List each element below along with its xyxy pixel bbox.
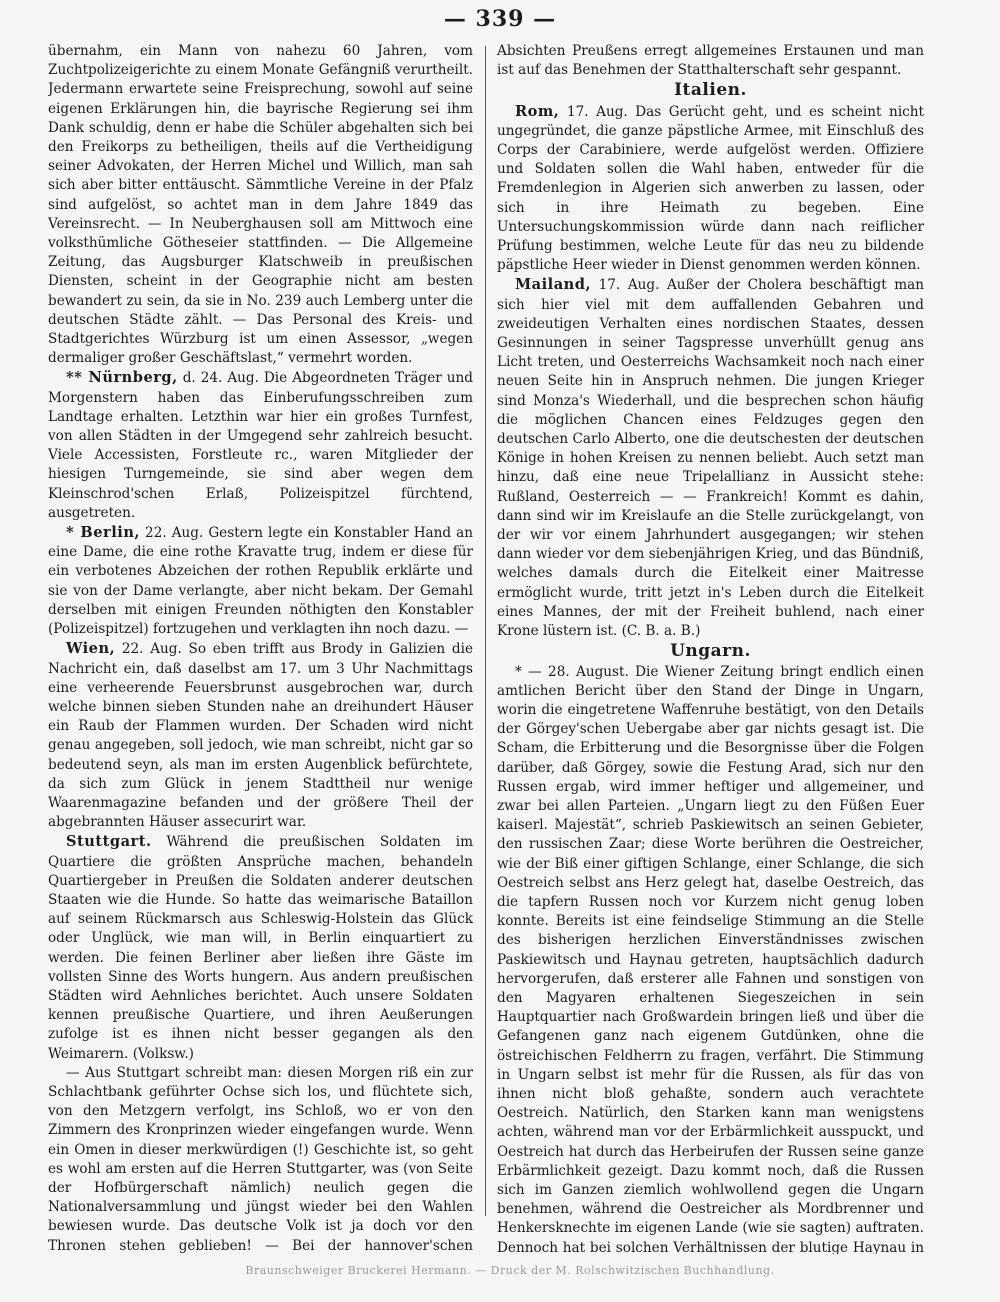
article-stuttgart-text: Während die preußischen Soldaten im Quartiere die größten Ansprüche machen, behandeln Quartiergeber in Preußen die Soldaten anderer deutschen Staaten wie die Hunde. So hatte das weimarische Bataillon auf seinem Rückmarsch aus Schleswig-Holstein das Glück oder Unglück, wie man will, in Berlin einquartiert zu werden. Die feinen Berliner aber ließen ihre Gäste im vollsten Sinne des Worts hungern. Aus andern preußischen Städten wird Aehnliches berichtet. Auch unsere Soldaten kennen preußische Quartiere, und ihren Aeußerungen zufolge ist es ihnen nicht besser gegangen als den Weimarern. (Volksw.) [48,834,473,1062]
article-rom-text: 17. Aug. Das Gerücht geht, und es scheint nicht ungegründet, die ganze päpstliche Armee, mit Einschluß des Corps der Carabiniere, werde aufgelöst werden. Offiziere und Soldaten sollen die Wahl haben, entweder für die Fremdenlegion in Algerien sich anwerben zu lassen, oder sich in ihre Heimath zu begeben. Eine Untersuchungskommission würde dann nach reiflicher Prüfung bestimmen, welche Leute für das neu zu bildende päpstliche Heer wieder in Dienst genommen werden können. [497,103,924,274]
left-column [48,42,473,1254]
article-wien [48,639,473,832]
article-wien-text: 22. Aug. So eben trifft aus Brody in Galizien die Nachricht ein, daß daselbst am 17. um 3 Uhr Nachmittags eine verheerende Feuersbrunst ausgebrochen war, durch welche binnen sieben Stunden nahe an dreihundert Häuser ein Raub der Flammen wurden. Der Schaden wird nicht genau angegeben, soll jedoch, wie man schreibt, nicht gar so bedeutend seyn, als man im ersten Augenblick befürchtete, da sich zum Glück in jenem Stadttheil nur wenige Waarenmagazine befanden und der größere Theil der abgebrannten Häuser assecurirt war. [48,641,473,831]
dateline-stuttgart: Stuttgart. [66,833,152,851]
article-rom [497,102,924,276]
article-stuttgart [48,832,473,1063]
dateline-rom: Rom, [515,102,560,120]
article-ungarn: * — 28. August. Die Wiener Zeitung bringt endlich einen amtlichen Bericht über den Stand der Dinge in Ungarn, worin die eingetretene Waffenruhe bestätigt, von den Details der Görgey'schen Uebergabe aber gar nichts gesagt ist. Die Scham, die Erbitterung und die Besorgnisse über die Folgen darüber, daß Görgey, sowie die Festung Arad, sich nur den Russen ergab, wird immer heftiger und allgemeiner, und zwar bei allen Parteien. „Ungarn liegt zu den Füßen Euer kaiserl. Majestät“, schrieb Paskiewitsch an seinen Gebieter, den russischen Zaar; diese Worte berühren die Oestreicher, wie der Biß einer giftigen Schlange, einer Schlange, die sich Oestreich selbst ans Herz gelegt hat, daselbe Oestreich, das die tapfern Russen noch vor Kurzem nicht genug loben konnte. Bereits ist eine feindselige Stimmung an die Stelle des bisherigen herzlichen Einverständnisses zwischen Paskiewitsch und Haynau getreten, hauptsächlich dadurch hervorgerufen, daß ersterer alle Fahnen und sonstigen von den Magyaren erhaltenen Siegeszeichen in sein Hauptquartier nach Großwardein bringen ließ und über die Gefangenen ganz nach eigenem Gutdünken, ohne die östreichischen Feldherrn zu fragen, verfährt. Die Stimmung in Ungarn selbst ist mehr für die Russen, als für das von ihnen nicht bloß gehaßte, sondern auch verachtete Oestreich. Natürlich, den Starken kann man wenigstens achten, während man vor der Erbärmlichkeit ausspuckt, und Oestreich hat durch das Herbeirufen der Russen seine ganze Erbärmlichkeit gezeigt. Dazu kommt noch, daß die Russen sich im Ganzen ziemlich wohlwollend gegen die Ungarn benehmen, während die Oestreicher als Mordbrenner und Henkersknechte im eigenen Lande (wie sie sagten) auftraten. Dennoch hat bei solchen Verhältnissen der blutige Haynau in [497,663,924,1254]
printer-imprint: Braunschweiger Bruckerei Hermann. — Druck der M. Rolschwitzischen Buchhandlung. [245,1264,775,1277]
dateline-berlin: * Berlin, [66,524,141,542]
section-heading-italien: Italien. [674,80,747,101]
source-citation: (C. B. a. B.) [621,623,701,640]
dateline-wien: Wien, [66,640,116,658]
article-mailand [497,275,924,641]
article-mailand-text: 17. Aug. Außer der Cholera beschäftigt man sich hier viel mit dem auffallenden Gebahren und zweideutigen Verhalten eines nordischen Staates, dessen Gesinnungen in seiner Tagspresse unverhüllt genug ans Licht treten, und Oesterreichs Wachsamkeit noch nach einer neuen Seite hin in Anspruch nehmen. Die jungen Krieger sind Monza's Wiederhall, und die besprechen schon häufig die möglichen Chancen eines Feldzuges gegen den deutschen Carlo Alberto, one die deutschesten der deutschen Könige in hohen Kreisen zu nennen beliebt. Auch setzt man hinzu, daß eine neue Tripelallianz in Aussicht stehe: Rußland, Oesterreich — — Frankreich! Kommt es dahin, dann sind wir im Kreislaufe an die Stelle zurückgelangt, von der wir vor einem Jahrhundert ausgegangen; wir stehen dann wieder vor dem siebenjährigen Krieg, und das Bündniß, welches damals durch die Eitelkeit einer Maitresse ermöglicht wurde, tritt jetzt in's Leben durch die Eitelkeit eines Mannes, der mit der Freiheit buhlend, nach einer Krone lüstern ist. [497,277,924,640]
column-divider [485,46,486,1216]
article-berlin-text: 22. Aug. Gestern legte ein Konstabler Hand an eine Dame, die eine rothe Kravatte trug, indem er diese für ein verbotenes Abzeichen der rothen Republik erklärte und sie von der Dame verlangte, aber nicht bekam. Der Gemahl derselben mit einigen Freunden nöthigten den Konstabler (Polizeispitzel) fortzugehen und verklagten ihn noch dazu. — [48,525,473,638]
dateline-nuernberg: ** Nürnberg, [66,369,178,387]
article-stuttgart-2: — Aus Stuttgart schreibt man: diesen Morgen riß ein zur Schlachtbank geführter Ochse sich los, und flüchtete sich, von den Metzgern verfolgt, ins Schloß, wo er von den Zimmern des Kronprinzen wieder eingefangen wurde. Wenn ein Omen in dieser merkwürdigen (!) Geschichte ist, so geht es wohl am ersten auf die Herren Stuttgarter, was (von Seite der Hofbürgerschaft nämlich) neulich gegen die Nationalversammlung und jüngst wieder bei den Wahlen bewiesen wurde. Das deutsche Volk ist ja doch vor den Thronen stehen geblieben! — Bei der hannover'schen [48,1064,473,1254]
article-nuernberg-text: d. 24. Aug. Die Abgeordneten Träger und Morgenstern haben das Einberufungsschreiben zum Landtage erhalten. Letzthin war hier ein großes Turnfest, von allen Städten in der Umgegend sehr zahlreich besucht. Viele Accessisten, Forstleute rc., waren Mitglieder der hiesigen Turngemeinde, sie sind aber wegen dem Kleinschrod'schen Erlaß, Polizeispitzel fürchtend, ausgetreten. [48,370,473,521]
right-column [497,42,924,1254]
dateline-mailand: Mailand, [515,276,592,294]
article-berlin [48,523,473,639]
page-number: — 339 — [443,6,557,32]
article-nuernberg [48,368,473,523]
section-heading-ungarn: Ungarn. [670,641,751,662]
article-continuation-right: Absichten Preußens erregt allgemeines Erstaunen und man ist auf das Benehmen der Statthalterschaft sehr gespannt. [497,43,924,79]
article-continuation: übernahm, ein Mann von nahezu 60 Jahren, vom Zuchtpolizeigerichte zu einem Monate Gefängniß verurtheilt. Jedermann erwartete seine Freisprechung, sowohl auf seine eigenen Erklärungen hin, die bayrische Regierung sei ihm Dank schuldig, denn er habe die Schüler abgehalten sich bei den Freikorps zu betheiligen, theils auf die Vertheidigung seiner Advokaten, der Herren Michel und Willich, man sah sich aber bitter enttäuscht. Sämmtliche Vereine in der Pfalz sind aufgelöst, so achtet man in dem Jahre 1849 das Vereinsrecht. — In Neuberghausen soll am Mittwoch eine volksthümliche Götheseier stattfinden. — Die Allgemeine Zeitung, das Augsburger Klatschweib in preußischen Diensten, scheint in der Geographie nicht am besten bewandert zu sein, da sie in No. 239 auch Lemberg unter die deutschen Städte zählt. — Das Personal des Kreis- und Stadtgerichtes Würzburg ist um einen Assessor, „wegen dermaliger großer Geschäftslast,“ vermehrt worden. [48,43,473,367]
